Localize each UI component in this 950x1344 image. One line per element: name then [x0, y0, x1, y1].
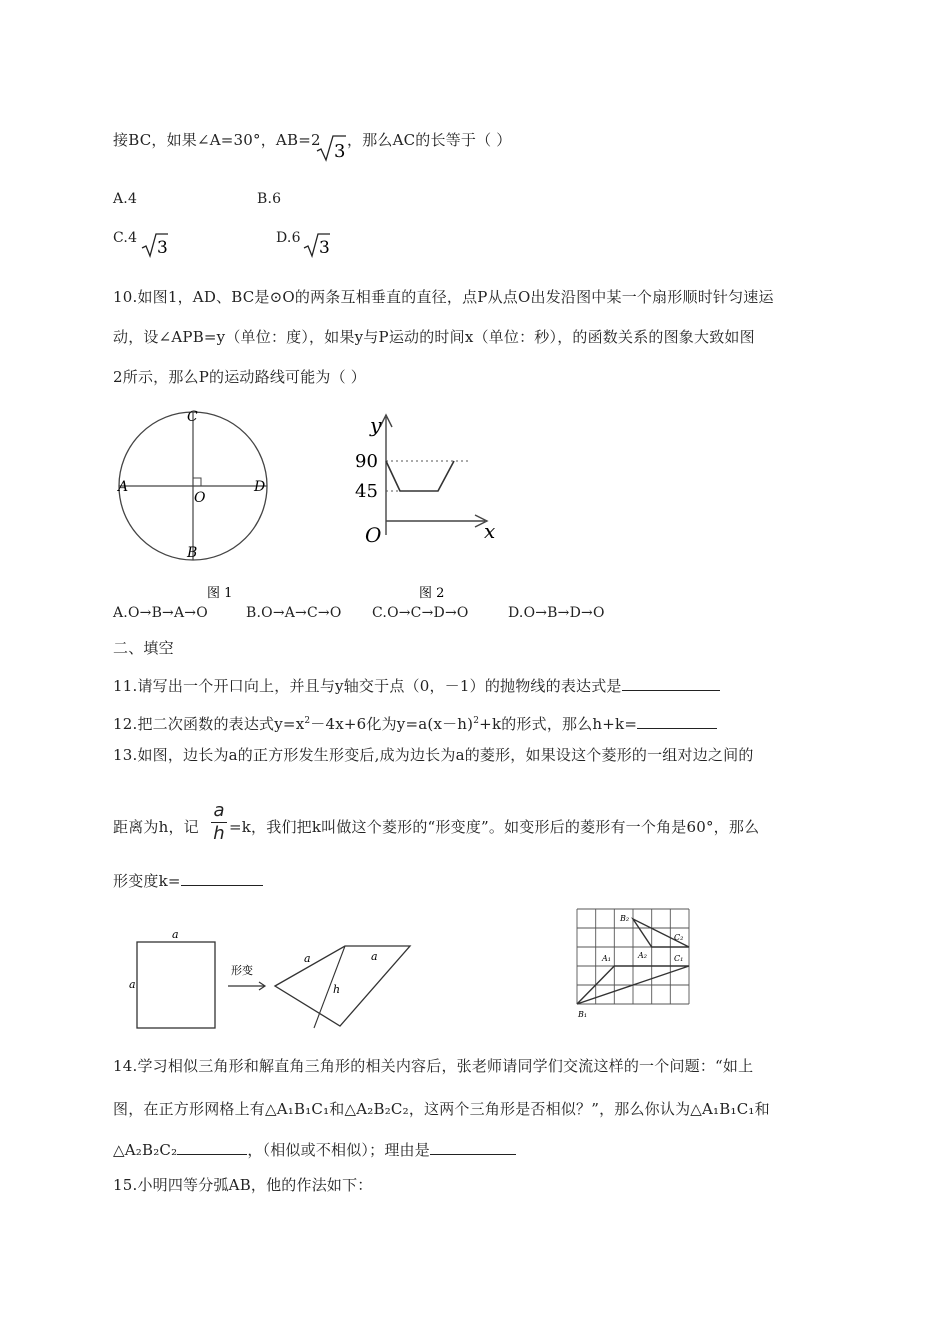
label-o: O — [194, 490, 206, 506]
q12-pre: 12.把二次函数的表达式y=x — [113, 715, 305, 733]
label-a1: A₁ — [602, 954, 611, 963]
square-label-top: a — [172, 928, 179, 941]
q9-line — [113, 130, 321, 150]
rhombus-label-a2: a — [371, 950, 378, 963]
graph-line — [386, 461, 454, 491]
square-label-left: a — [129, 978, 136, 991]
label-d: D — [254, 479, 266, 495]
fraction-denominator: h — [213, 823, 225, 844]
fraction-a-over-h — [211, 801, 227, 844]
rhombus — [275, 946, 410, 1026]
q14-line2: 图，在正方形网格上有△A₁B₁C₁和△A₂B₂C₂，这两个三角形是否相似？”，那么你认为△A₁B₁C₁和 — [113, 1100, 770, 1118]
q14-line1: 14.学习相似三角形和解直角三角形的相关内容后，张老师请同学们交流这样的一个问题：“如上 — [113, 1057, 754, 1075]
sqrt-symbol — [315, 133, 347, 163]
label-b2: B₂ — [620, 914, 630, 923]
q10-option-d: D.O→B→D→O — [508, 605, 605, 621]
q11-answer-blank[interactable] — [622, 676, 720, 691]
q9-option-d: D.6 — [276, 230, 301, 246]
q13-line3 — [113, 871, 263, 891]
q15-line: 15.小明四等分弧AB，他的作法如下： — [113, 1176, 373, 1194]
radicand: 3 — [334, 141, 346, 162]
q14-line3-mid: ，（相似或不相似）；理由是 — [247, 1141, 430, 1159]
sqrt-symbol-d — [303, 232, 331, 258]
right-angle-mark — [193, 478, 201, 486]
label-origin: O — [365, 523, 382, 547]
sqrt-symbol-c — [141, 232, 169, 258]
label-b: B — [187, 545, 198, 561]
q10-option-a: A.O→B→A→O — [113, 605, 208, 621]
q11-text: 11.请写出一个开口向上，并且与y轴交于点（0，－1）的抛物线的表达式是 — [113, 677, 622, 695]
fraction-numerator: a — [213, 800, 225, 821]
q13-line2-post: =k，我们把k叫做这个菱形的“形变度”。如变形后的菱形有一个角是60°，那么 — [229, 818, 760, 836]
q11-line — [113, 676, 720, 696]
label-a: A — [118, 479, 129, 495]
radicand-c: 3 — [157, 238, 168, 258]
label-c2: C₂ — [674, 933, 684, 942]
caption-figure-2: 图 2 — [419, 586, 445, 600]
caption-figure-1: 图 1 — [207, 586, 233, 600]
q12-answer-blank[interactable] — [637, 714, 717, 729]
rhombus-label-h: h — [333, 983, 341, 996]
q14-line3 — [113, 1140, 516, 1160]
q9-tail: ，那么AC的长等于（ ） — [347, 131, 512, 149]
figure-1-circle — [110, 405, 280, 600]
q10-line2: 动，设∠APB=y（单位：度），如果y与P运动的时间x（单位：秒），的函数关系的图象大致如图 — [113, 328, 755, 346]
q14-line3-pre: △A₂B₂C₂ — [113, 1141, 178, 1159]
q13-answer-blank[interactable] — [181, 871, 263, 886]
section-heading: 二、填空 — [113, 639, 174, 657]
q10-option-b: B.O→A→C→O — [246, 605, 342, 621]
q12-sup1: 2 — [304, 716, 311, 726]
q14-answer-blank-1[interactable] — [177, 1140, 247, 1155]
q12-mid: －4x+6化为y=a(x－h) — [310, 715, 474, 733]
q12-sup2: 2 — [473, 716, 480, 726]
q9-option-a: A.4 — [113, 191, 138, 207]
figure-square-grid — [572, 905, 692, 1023]
grid-lines — [577, 909, 689, 1004]
arrow-label: 形变 — [231, 964, 253, 977]
square — [137, 942, 215, 1028]
radicand-d: 3 — [319, 238, 330, 258]
q10-line1: 10.如图1，AD、BC是⊙O的两条互相垂直的直径，点P从点O出发沿图中某一个扇形顺时针匀速运 — [113, 288, 774, 306]
rhombus-label-a1: a — [304, 952, 311, 965]
q9-text: 接BC，如果∠A=30°，AB=2 — [113, 131, 321, 149]
label-x: x — [484, 519, 496, 543]
q13-line2-pre: 距离为h，记 — [113, 818, 199, 836]
q12-post: +k的形式，那么h+k= — [479, 715, 638, 733]
label-y: y — [370, 413, 382, 437]
label-90: 90 — [355, 451, 378, 472]
q14-answer-blank-2[interactable] — [430, 1140, 516, 1155]
q9-option-b: B.6 — [257, 191, 282, 207]
q12-line — [113, 711, 717, 734]
label-45: 45 — [355, 481, 378, 502]
q9-option-c: C.4 — [113, 230, 138, 246]
label-a2: A₂ — [638, 951, 647, 960]
figure-2-graph — [350, 405, 510, 600]
figure-square-to-rhombus — [118, 922, 414, 1034]
q13-line1: 13.如图，边长为a的正方形发生形变后,成为边长为a的菱形，如果设这个菱形的一组对边之间的 — [113, 746, 754, 764]
height-line — [314, 946, 345, 1028]
label-c1: C₁ — [674, 954, 684, 963]
label-c: C — [187, 409, 198, 425]
q10-option-c: C.O→C→D→O — [372, 605, 469, 621]
q13-line3-text: 形变度k= — [113, 872, 181, 890]
label-b1: B₁ — [578, 1010, 588, 1019]
q10-line3: 2所示，那么P的运动路线可能为（ ） — [113, 368, 367, 386]
